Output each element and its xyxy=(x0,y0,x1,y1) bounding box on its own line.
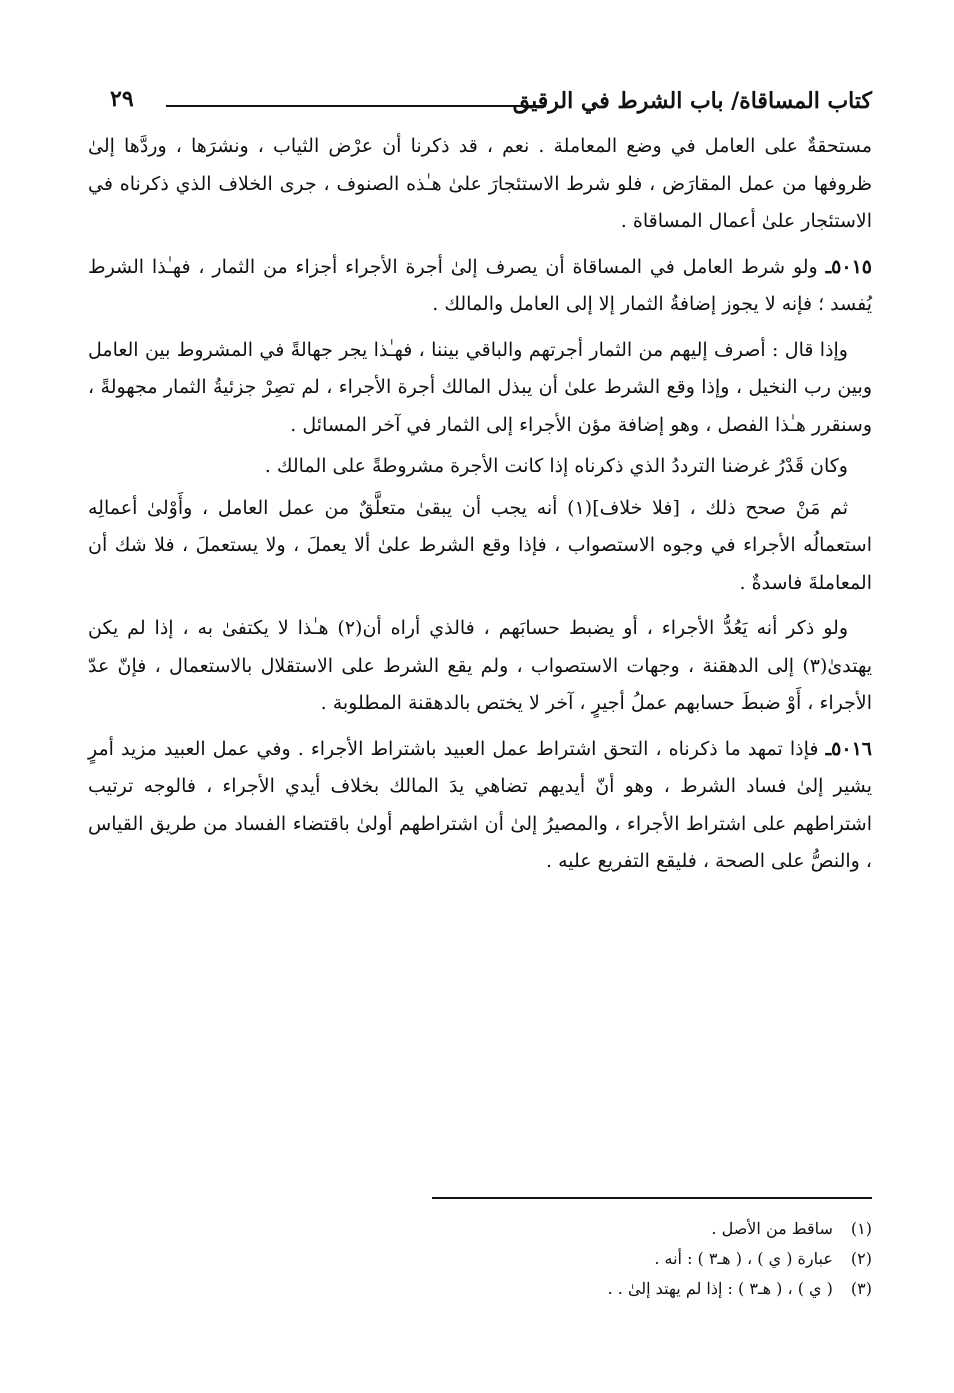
paragraph-text: مستحقةٌ على العامل في وضع المعاملة . نعم ، قد ذكرنا أن عرْض الثياب ، ونشرَها ، وردَّها إلىٰ ظروفها من عمل المقارَض ، فلو شرط الاستئجارَ علىٰ هـٰذه الصنوف ، جرى الخلاف الذي ذكرناه في الاستئجار علىٰ أعمال المساقاة . xyxy=(88,135,872,232)
footnote-marker: (١) xyxy=(850,1219,872,1238)
paragraph-3 xyxy=(88,332,872,445)
footnotes xyxy=(88,1214,872,1304)
issue-number: ٥٠١٥ـ xyxy=(825,255,872,278)
header-rule xyxy=(166,105,546,107)
main-text xyxy=(88,128,872,885)
paragraph-1 xyxy=(88,128,872,241)
footnote-marker: (٣) xyxy=(850,1279,872,1298)
paragraph-text: فإذا تمهد ما ذكرناه ، التحق اشتراط عمل العبيد باشتراط الأجراء . وفي عمل العبيد مزيد أمرٍ يشير إلىٰ فساد الشرط ، وهو أنّ أيديهم تضاهي يدَ المالك بخلاف أيدي الأجراء ، فالوجه ترتيب اشتراطهم على اشتراط الأجراء ، والمصيرُ إلىٰ أن اشتراطهم أولىٰ باقتضاء الفساد من طريق القياس ، والنصُّ على الصحة ، فليقع التفريع عليه . xyxy=(88,737,872,872)
paragraph-2 xyxy=(88,249,872,324)
page-number: ٢٩ xyxy=(110,86,134,112)
footnote-separator xyxy=(432,1197,872,1199)
footnote-text: ( ي ) ، ( هـ٣ ) : إذا لم يهتد إلىٰ . . xyxy=(607,1279,833,1298)
footnote-text: ساقط من الأصل . xyxy=(711,1219,833,1238)
running-title: كتاب المساقاة/ باب الشرط في الرقيق xyxy=(512,88,872,114)
paragraph-4 xyxy=(88,448,872,486)
footnote-2 xyxy=(88,1244,872,1274)
paragraph-7 xyxy=(88,731,872,881)
footnote-text: عبارة ( ي ) ، ( هـ٣ ) : أنه . xyxy=(654,1249,833,1268)
paragraph-5 xyxy=(88,490,872,603)
paragraph-6 xyxy=(88,610,872,723)
footnote-1 xyxy=(88,1214,872,1244)
paragraph-text: وكان قَدْرُ غرضنا الترددُ الذي ذكرناه إذا كانت الأجرة مشروطةً على المالك . xyxy=(264,455,848,477)
footnote-marker: (٢) xyxy=(850,1249,872,1268)
book-page xyxy=(88,80,872,1370)
paragraph-text: وإذا قال : أصرف إليهم من الثمار أجرتهم والباقي بيننا ، فهـٰذا يجر جهالةً في المشروط بين العامل وبين رب النخيل ، وإذا وقع الشرط علىٰ أن يبذل المالك أجرة الأجراء ، لم تصِرْ جزئيةُ الثمار مجهولةً ، وسنقرر هـٰذا الفصل ، وهو إضافة مؤن الأجراء إلى الثمار في آخر المسائل . xyxy=(88,338,872,436)
paragraph-text: ولو شرط العامل في المساقاة أن يصرف إلىٰ أجرة الأجراء أجزاء من الثمار ، فهـٰذا الشرط يُفسد ؛ فإنه لا يجوز إضافةُ الثمار إلا إلى العامل والمالك . xyxy=(88,255,872,315)
paragraph-text: ثم مَنْ صحح ذلك ، [فلا خلاف](١) أنه يجب أن يبقىٰ متعلَّقٌ من عمل العامل ، وأَوْلىٰ أعمالِه استعمالُه الأجراء في وجوه الاستصواب ، فإذا وقع الشرط علىٰ ألا يعملَ ، ولا يستعملَ ، فلا شك أن المعاملةَ فاسدةٌ . xyxy=(88,496,872,594)
page-header xyxy=(88,80,872,120)
paragraph-text: ولو ذكر أنه يَعُدُّ الأجراء ، أو يضبط حسابَهم ، فالذي أراه أن(٢) هـٰذا لا يكتفىٰ به ، إذا لم يكن يهتدىٰ(٣) إلى الدهقنة ، وجهات الاستصواب ، ولم يقع الشرط على الاستقلال بالاستعمال ، فإنّ عدّ الأجراء ، أَوْ ضبطَ حسابهم عملُ أجيرٍ ، آخر لا يختص بالدهقنة المطلوبة . xyxy=(88,617,872,714)
issue-number: ٥٠١٦ـ xyxy=(825,737,872,760)
footnote-3 xyxy=(88,1274,872,1304)
